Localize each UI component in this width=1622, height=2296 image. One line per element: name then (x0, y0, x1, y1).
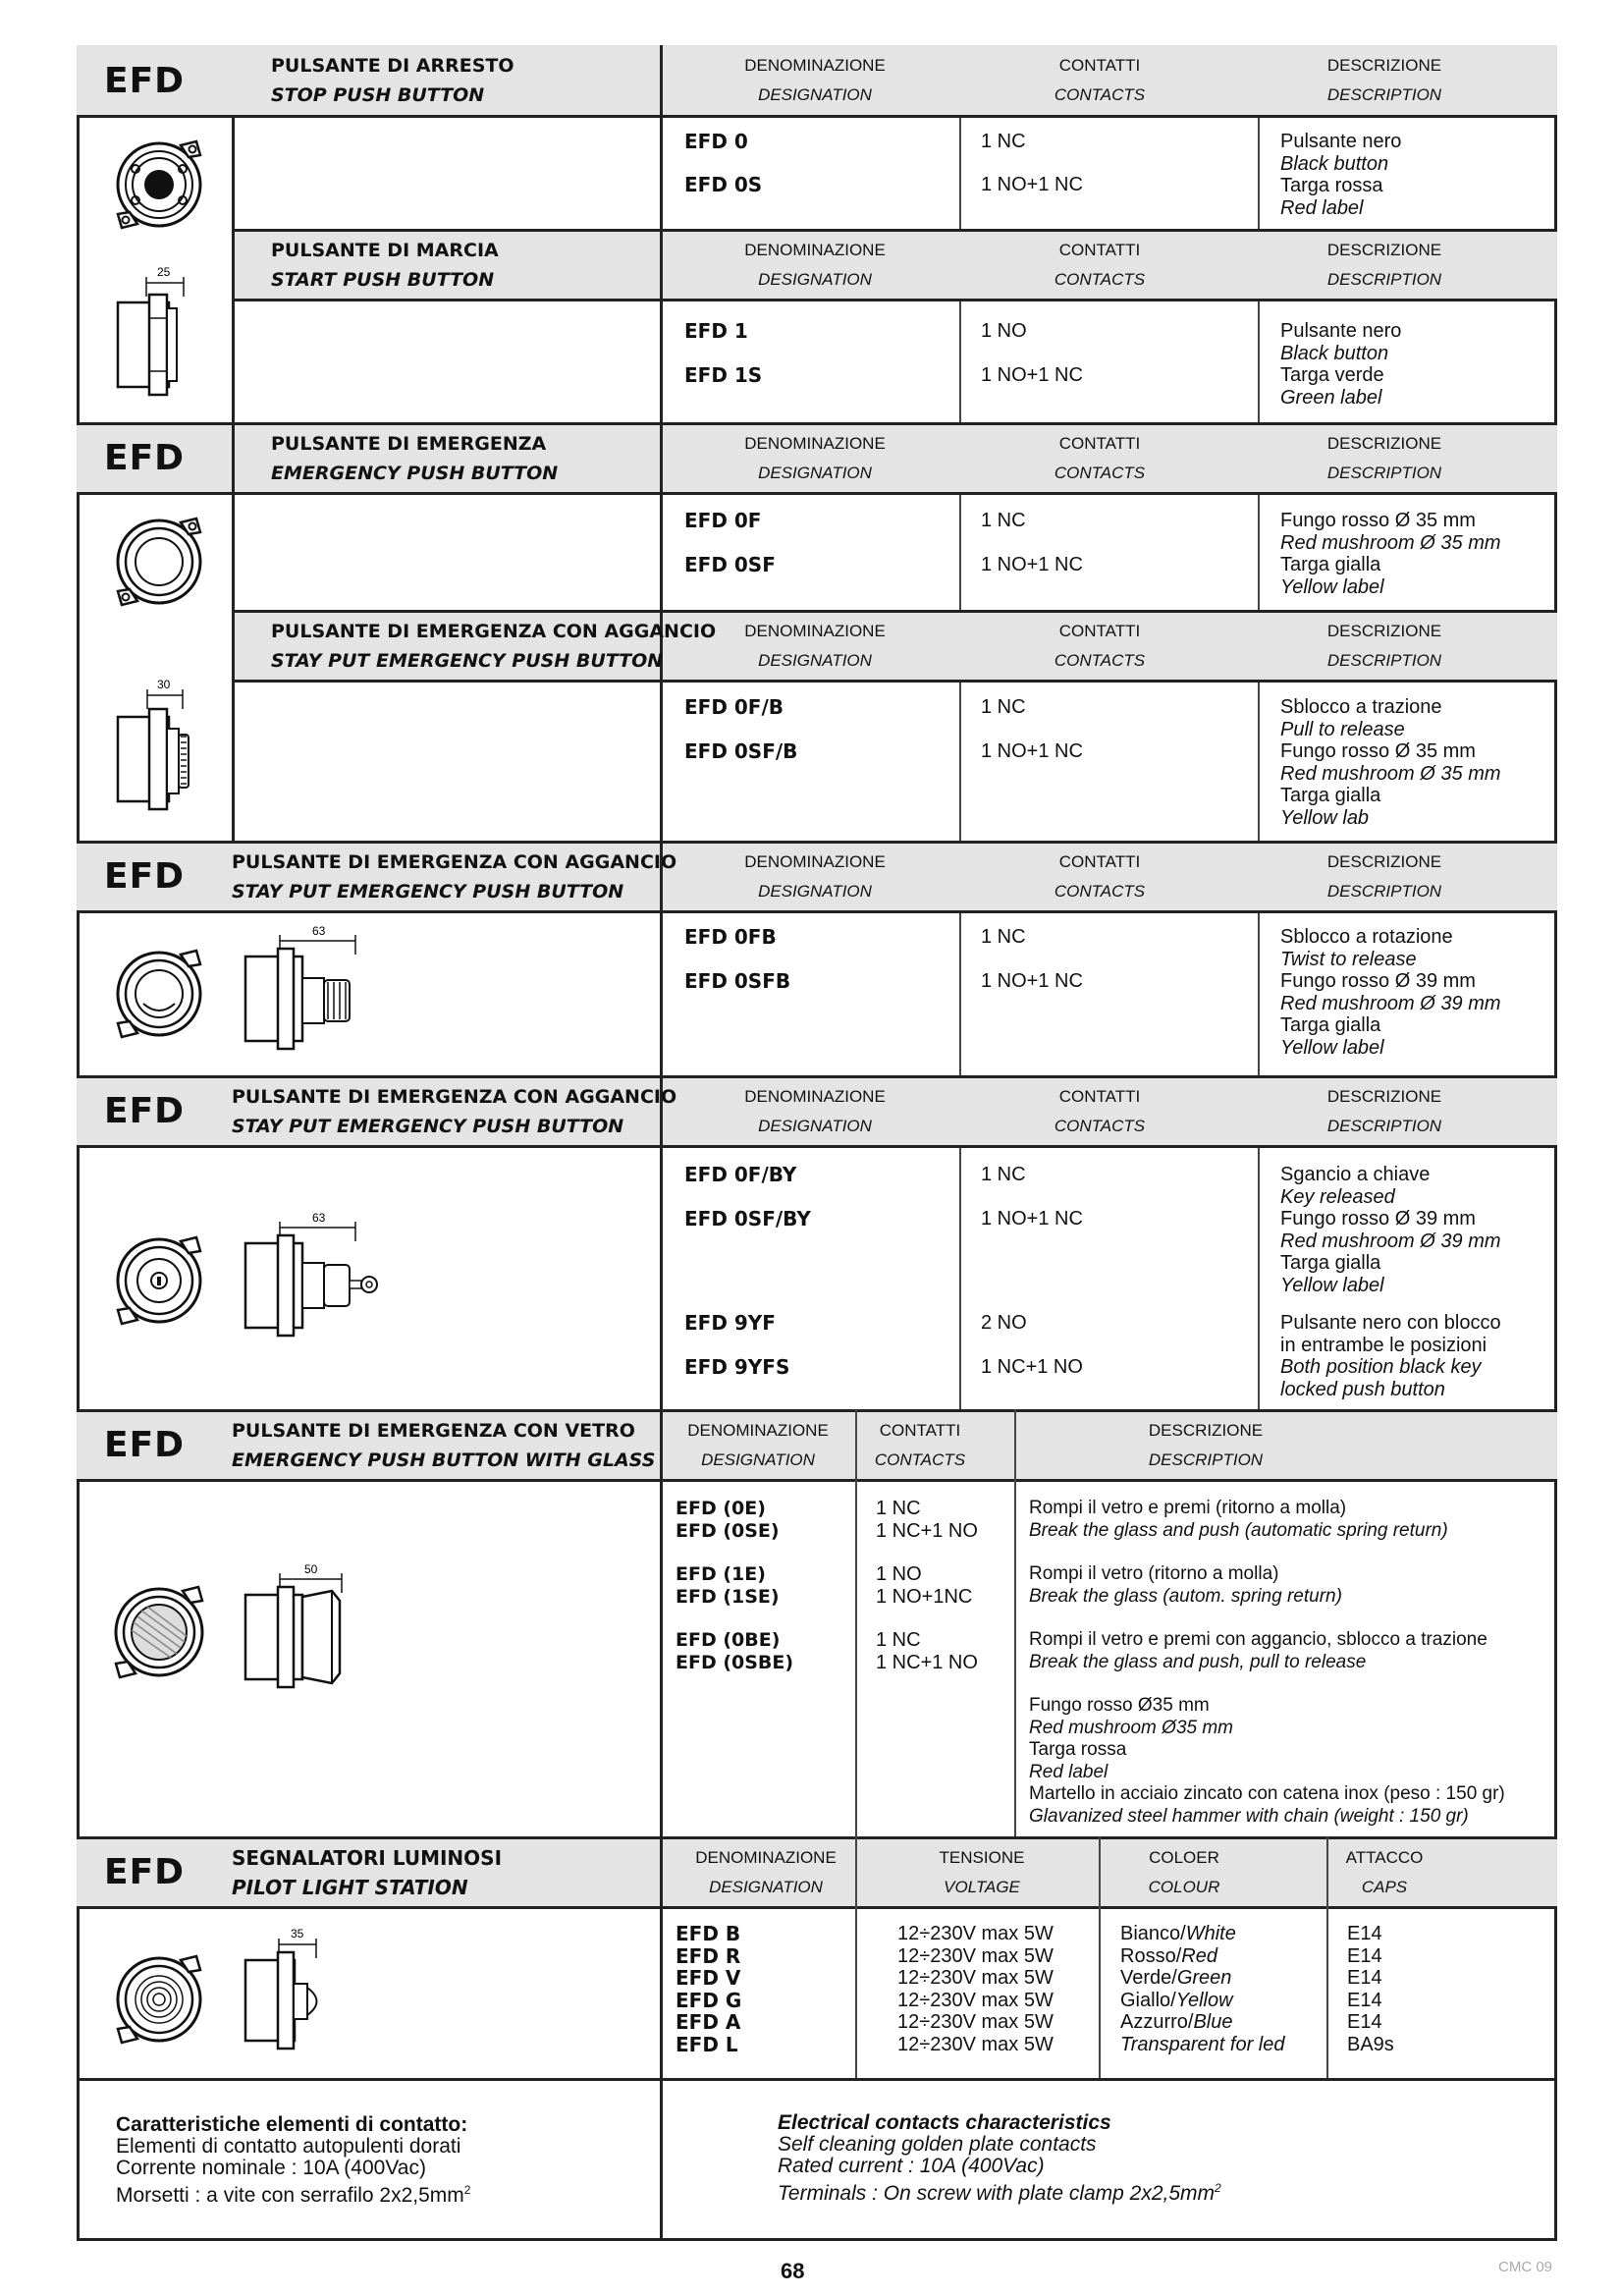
description (1280, 696, 1501, 829)
col-header-colour (1115, 1843, 1253, 1902)
colour-en: White (1185, 1923, 1236, 1944)
desc-line: Red mushroom Ø 39 mm (1280, 992, 1501, 1014)
col-header-contacts (1001, 51, 1198, 110)
col-header-designation (717, 617, 913, 676)
col-label-it: DESCRIZIONE (1326, 852, 1442, 871)
footer-line-text: Terminals : On screw with plate clamp 2x2,5mm (778, 2182, 1216, 2205)
stay-put-side-view-drawing (110, 676, 208, 823)
product-code: EFD 9YF (684, 1311, 776, 1335)
desc-line: Black button (1280, 152, 1389, 175)
col-label-en: DESIGNATION (709, 1878, 823, 1896)
contacts-value: 2 NO (981, 1312, 1027, 1334)
document-code: CMC 09 (1498, 2259, 1553, 2275)
col-label-it: CONTATTI (1058, 622, 1141, 640)
col-header-contacts (1001, 617, 1198, 676)
contacts-value: 1 NC (981, 131, 1026, 152)
section-title (232, 1082, 676, 1141)
col-label-en: DESCRIPTION (1326, 651, 1442, 670)
col-label-it: ATTACCO (1345, 1848, 1424, 1867)
desc-line: Red label (1029, 1761, 1108, 1782)
col-header-designation (717, 847, 913, 906)
divider (1258, 913, 1260, 1075)
col-label-en: DESIGNATION (758, 85, 872, 104)
divider (1014, 1409, 1016, 1836)
col-label-en: CONTACTS (1054, 882, 1146, 901)
dimension-label: 25 (157, 265, 171, 279)
footer-line: Rated current : 10A (400Vac) (778, 2155, 1045, 2177)
dimension-label: 50 (304, 1562, 318, 1576)
desc-line: Targa verde (1280, 364, 1384, 386)
divider (77, 2078, 1557, 2081)
col-label-en: CONTACTS (874, 1450, 966, 1469)
col-label-it: DENOMINAZIONE (744, 56, 886, 75)
divider (232, 118, 235, 422)
divider (1099, 1836, 1101, 2078)
code-line: EFD (0SE) (676, 1519, 780, 1542)
divider (232, 422, 235, 495)
desc-line: Red mushroom Ø 35 mm (1280, 531, 1501, 554)
product-code: EFD 0 (684, 130, 748, 153)
col-header-designation (717, 236, 913, 295)
glass-button-drawing (98, 1552, 373, 1699)
voltage-line: 12÷230V max 5W (897, 1944, 1054, 1967)
title-it: SEGNALATORI LUMINOSI (232, 1846, 503, 1870)
desc-line: Martello in acciaio zincato con catena inox (peso : 150 gr) (1029, 1783, 1505, 1804)
footer-line: Elementi di contatto autopulenti dorati (116, 2135, 461, 2158)
title-en: STOP PUSH BUTTON (271, 84, 485, 106)
contacts-value: 1 NO+1 NC (981, 740, 1083, 762)
code-line: EFD A (676, 2010, 741, 2034)
brand-label: EFD (104, 1091, 186, 1131)
caps-line: BA9s (1347, 2033, 1394, 2055)
desc-line: Red mushroom Ø 35 mm (1280, 762, 1501, 785)
code-line: EFD V (676, 1966, 741, 1990)
footer-en (778, 2112, 1221, 2205)
product-code: EFD 0F (684, 509, 762, 532)
col-label-en: DESCRIPTION (1326, 85, 1442, 104)
col-label-it: COLOER (1149, 1848, 1219, 1867)
col-header-description (1286, 51, 1483, 110)
col-header-description (1286, 429, 1483, 488)
desc-line: Pulsante nero (1280, 320, 1402, 342)
col-label-en: DESCRIPTION (1326, 1117, 1442, 1135)
desc-line: Pull to release (1280, 718, 1405, 740)
desc-line: Rompi il vetro e premi (ritorno a molla) (1029, 1498, 1347, 1518)
col-label-en: DESCRIPTION (1326, 270, 1442, 289)
col-label-en: CONTACTS (1054, 270, 1146, 289)
title-en: START PUSH BUTTON (271, 269, 495, 291)
desc-line: Targa gialla (1280, 554, 1381, 575)
colour-value (1120, 1923, 1285, 2055)
desc-line: Yellow label (1280, 1274, 1384, 1296)
description (1280, 926, 1501, 1059)
footer-line: Self cleaning golden plate contacts (778, 2133, 1097, 2156)
footer-line-text: Morsetti : a vite con serrafilo 2x2,5mm (116, 2184, 464, 2207)
colour-line (1120, 2011, 1285, 2034)
col-label-it: DENOMINAZIONE (744, 434, 886, 453)
divider (1258, 495, 1260, 610)
section-title (232, 1843, 502, 1902)
voltage-line: 12÷230V max 5W (897, 1989, 1054, 2011)
desc-line: Fungo rosso Ø35 mm (1029, 1695, 1210, 1716)
superscript: 2 (463, 2183, 471, 2197)
product-code: EFD 0S (684, 173, 763, 196)
desc-line: Pulsante nero (1280, 131, 1402, 152)
col-label-it: CONTATTI (1058, 56, 1141, 75)
desc-line: Fungo rosso Ø 39 mm (1280, 970, 1476, 992)
desc-line: Fungo rosso Ø 39 mm (1280, 1208, 1476, 1230)
section-title (271, 236, 499, 295)
code-line: EFD (0SBE) (676, 1651, 794, 1673)
colour-en: Transparent for led (1120, 2033, 1285, 2055)
footer-title: Caratteristiche elementi di contatto: (116, 2113, 468, 2136)
title-it: PULSANTE DI EMERGENZA CON AGGANCIO (232, 851, 677, 873)
contacts-line: 1 NC+1 NO (876, 1651, 978, 1673)
dimension-label: 35 (291, 1927, 304, 1941)
colour-it: Verde/ (1120, 1967, 1177, 1989)
desc-line: Glavanized steel hammer with chain (weight : 150 gr) (1029, 1805, 1469, 1827)
col-header-contacts (1001, 236, 1198, 295)
col-label-en: DESCRIPTION (1148, 1450, 1264, 1469)
description (1280, 1164, 1501, 1296)
title-it: PULSANTE DI EMERGENZA CON AGGANCIO (232, 1086, 677, 1108)
contacts-value (876, 1498, 978, 1673)
desc-line: Targa gialla (1280, 1252, 1381, 1274)
desc-line: Rompi il vetro e premi con aggancio, sblocco a trazione (1029, 1629, 1487, 1650)
col-label-it: CONTATTI (1058, 1087, 1141, 1106)
product-code (676, 1923, 741, 2055)
colour-en: Blue (1193, 2011, 1233, 2033)
contacts-value: 1 NO+1 NC (981, 174, 1083, 195)
divider (660, 45, 663, 2241)
desc-line: Yellow label (1280, 575, 1384, 598)
desc-line: Targa gialla (1280, 1014, 1381, 1036)
colour-it: Rosso/ (1120, 1944, 1182, 1967)
code-line: EFD (1E) (676, 1563, 766, 1585)
footer-line: Corrente nominale : 10A (400Vac) (116, 2157, 426, 2179)
caps-line: E14 (1347, 1989, 1382, 2011)
title-it: PULSANTE DI ARRESTO (271, 55, 514, 77)
col-header-designation (660, 1416, 856, 1475)
desc-line: Fungo rosso Ø 35 mm (1280, 510, 1476, 531)
desc-line: Twist to release (1280, 948, 1417, 970)
colour-it: Azzurro/ (1120, 2011, 1194, 2033)
col-label-it: DENOMINAZIONE (744, 852, 886, 871)
desc-line: Green label (1280, 386, 1382, 409)
colour-en: Yellow (1175, 1989, 1233, 2011)
divider (959, 683, 961, 841)
col-label-en: DESIGNATION (758, 270, 872, 289)
voltage-value (897, 1923, 1054, 2055)
desc-line: in entrambe le posizioni (1280, 1334, 1487, 1356)
contacts-value: 1 NO+1 NC (981, 554, 1083, 575)
product-code (676, 1498, 793, 1673)
col-label-en: VOLTAGE (944, 1878, 1020, 1896)
product-code: EFD 1S (684, 363, 763, 387)
desc-line: Yellow lab (1280, 806, 1370, 829)
page-number: 68 (781, 2259, 805, 2283)
code-line: EFD L (676, 2032, 738, 2056)
product-code: EFD 9YFS (684, 1355, 790, 1379)
desc-line: Break the glass and push, pull to release (1029, 1651, 1367, 1672)
contacts-line: 1 NO+1NC (876, 1585, 973, 1608)
col-label-en: COLOUR (1148, 1878, 1220, 1896)
col-label-it: DENOMINAZIONE (744, 241, 886, 259)
description (1280, 320, 1401, 409)
twist-release-drawing (98, 923, 393, 1061)
product-code: EFD 0F/B (684, 695, 784, 719)
footer-title: Electrical contacts characteristics (778, 2111, 1111, 2134)
divider (959, 913, 961, 1075)
col-header-contacts (856, 1416, 984, 1475)
col-header-description (1108, 1416, 1304, 1475)
code-line: EFD (1SE) (676, 1585, 780, 1608)
brand-label: EFD (104, 856, 186, 897)
footer-line (116, 2179, 470, 2207)
col-label-en: CAPS (1361, 1878, 1408, 1896)
contacts-value: 1 NC (981, 1164, 1026, 1185)
contacts-value: 1 NO+1 NC (981, 1208, 1083, 1230)
product-code: EFD 0SF (684, 553, 776, 576)
divider (959, 495, 961, 610)
voltage-line: 12÷230V max 5W (897, 2011, 1054, 2033)
brand-label: EFD (104, 438, 186, 478)
desc-line: Fungo rosso Ø 35 mm (1280, 740, 1476, 762)
contacts-value: 1 NC (981, 696, 1026, 718)
contacts-value: 1 NC (981, 926, 1026, 948)
col-label-it: CONTATTI (1058, 852, 1141, 871)
colour-it: Giallo/ (1120, 1989, 1176, 2011)
col-label-en: DESIGNATION (758, 464, 872, 482)
contacts-value: 1 NO (981, 320, 1027, 342)
brand-label: EFD (104, 61, 186, 101)
col-label-it: DESCRIZIONE (1326, 241, 1442, 259)
title-en: EMERGENCY PUSH BUTTON WITH GLASS (232, 1449, 656, 1471)
code-line: EFD G (676, 1988, 742, 2012)
description (1029, 1498, 1505, 1828)
title-it: PULSANTE DI MARCIA (271, 240, 499, 261)
desc-line: Sblocco a rotazione (1280, 926, 1453, 948)
col-header-description (1286, 847, 1483, 906)
caps-value (1347, 1923, 1394, 2055)
desc-line: Targa rossa (1280, 175, 1383, 196)
desc-line: Both position black key (1280, 1356, 1482, 1378)
colour-line (1120, 1967, 1285, 1990)
title-en: STAY PUT EMERGENCY PUSH BUTTON (271, 650, 664, 672)
desc-line: locked push button (1280, 1378, 1445, 1400)
desc-line: Red mushroom Ø35 mm (1029, 1717, 1234, 1738)
col-label-it: DESCRIZIONE (1326, 434, 1442, 453)
product-code: EFD 0SFB (684, 969, 791, 993)
caps-line: E14 (1347, 1923, 1382, 1944)
col-label-en: DESIGNATION (758, 1117, 872, 1135)
desc-line: Red mushroom Ø 39 mm (1280, 1230, 1501, 1252)
section-title (271, 429, 558, 488)
divider (1258, 683, 1260, 841)
col-header-designation (668, 1843, 864, 1902)
title-it: PULSANTE DI EMERGENZA CON VETRO (232, 1420, 635, 1442)
caps-line: E14 (1347, 2011, 1382, 2033)
col-label-it: CONTATTI (879, 1421, 961, 1440)
col-header-caps (1316, 1843, 1453, 1902)
divider (959, 1148, 961, 1409)
desc-line: Rompi il vetro (ritorno a molla) (1029, 1563, 1279, 1584)
desc-line: Pulsante nero con blocco (1280, 1312, 1501, 1334)
colour-en: Red (1181, 1944, 1217, 1967)
section-title (232, 847, 676, 906)
contacts-line: 1 NO (876, 1563, 922, 1585)
product-code: EFD 0SF/B (684, 739, 798, 763)
product-code: EFD 0FB (684, 925, 777, 949)
title-it: PULSANTE DI EMERGENZA CON AGGANCIO (271, 621, 717, 642)
col-header-designation (717, 429, 913, 488)
col-header-contacts (1001, 1082, 1198, 1141)
divider (1258, 301, 1260, 422)
footer-it (116, 2114, 470, 2207)
footer-line (778, 2177, 1221, 2205)
col-header-designation (717, 51, 913, 110)
contacts-value: 1 NO+1 NC (981, 364, 1083, 386)
voltage-line: 12÷230V max 5W (897, 1923, 1054, 1944)
contacts-value: 1 NO+1 NC (981, 970, 1083, 992)
title-it: PULSANTE DI EMERGENZA (271, 433, 547, 455)
col-label-it: DESCRIZIONE (1326, 622, 1442, 640)
stop-button-front-drawing (98, 128, 226, 236)
section-title (271, 617, 716, 676)
voltage-line: 12÷230V max 5W (897, 1967, 1054, 1989)
code-line: EFD B (676, 1922, 741, 1945)
contacts-value: 1 NC (981, 510, 1026, 531)
col-label-it: DESCRIZIONE (1326, 56, 1442, 75)
col-label-en: DESCRIPTION (1326, 464, 1442, 482)
col-label-en: DESIGNATION (758, 651, 872, 670)
col-label-en: CONTACTS (1054, 464, 1146, 482)
dimension-label: 63 (312, 1211, 326, 1225)
title-en: EMERGENCY PUSH BUTTON (271, 463, 559, 484)
col-label-it: DESCRIZIONE (1326, 1087, 1442, 1106)
description (1280, 131, 1401, 219)
product-code: EFD 0SF/BY (684, 1207, 811, 1230)
brand-label: EFD (104, 1852, 186, 1892)
col-header-contacts (1001, 429, 1198, 488)
divider (1258, 1148, 1260, 1409)
col-label-it: TENSIONE (939, 1848, 1025, 1867)
colour-line (1120, 2034, 1285, 2056)
desc-line: Sblocco a trazione (1280, 696, 1442, 718)
description (1280, 1312, 1501, 1400)
col-header-voltage (884, 1843, 1080, 1902)
colour-it: Bianco/ (1120, 1923, 1186, 1944)
title-en: STAY PUT EMERGENCY PUSH BUTTON (232, 881, 624, 902)
colour-line (1120, 1990, 1285, 2012)
divider (959, 118, 961, 229)
code-line: EFD (0E) (676, 1498, 766, 1519)
desc-line: Break the glass and push (automatic spring return) (1029, 1519, 1448, 1541)
code-line: EFD R (676, 1943, 741, 1968)
col-label-it: DENOMINAZIONE (695, 1848, 837, 1867)
contacts-value: 1 NC+1 NO (981, 1356, 1083, 1378)
col-label-en: DESCRIPTION (1326, 882, 1442, 901)
contacts-line: 1 NC (876, 1629, 921, 1651)
contacts-line: 1 NC (876, 1498, 921, 1519)
desc-line: Targa rossa (1029, 1739, 1127, 1760)
pilot-light-drawing (98, 1925, 353, 2062)
dimension-label: 63 (312, 924, 326, 938)
desc-line: Targa gialla (1280, 785, 1381, 806)
col-label-it: DENOMINAZIONE (744, 1087, 886, 1106)
section-title (271, 51, 514, 110)
caps-line: E14 (1347, 1967, 1382, 1989)
title-en: STAY PUT EMERGENCY PUSH BUTTON (232, 1116, 624, 1137)
col-label-it: DESCRIZIONE (1148, 1421, 1264, 1440)
desc-line: Sgancio a chiave (1280, 1164, 1431, 1185)
col-header-designation (717, 1082, 913, 1141)
col-header-description (1286, 617, 1483, 676)
desc-line: Key released (1280, 1185, 1395, 1208)
desc-line: Yellow label (1280, 1036, 1384, 1059)
col-label-it: DENOMINAZIONE (744, 622, 886, 640)
superscript: 2 (1215, 2181, 1221, 2195)
colour-line (1120, 1945, 1285, 1968)
col-header-contacts (1001, 847, 1198, 906)
col-header-description (1286, 236, 1483, 295)
voltage-line: 12÷230V max 5W (897, 2033, 1054, 2055)
divider (959, 301, 961, 422)
brand-label: EFD (104, 1425, 186, 1465)
col-label-it: CONTATTI (1058, 241, 1141, 259)
key-release-drawing (98, 1198, 412, 1345)
caps-line: E14 (1347, 1944, 1382, 1967)
col-label-en: DESIGNATION (758, 882, 872, 901)
colour-line (1120, 1923, 1285, 1945)
section-title (232, 1416, 655, 1475)
col-label-en: CONTACTS (1054, 651, 1146, 670)
col-label-it: DENOMINAZIONE (687, 1421, 829, 1440)
description (1280, 510, 1501, 598)
title-en: PILOT LIGHT STATION (232, 1876, 468, 1899)
col-label-en: CONTACTS (1054, 1117, 1146, 1135)
product-code: EFD 0F/BY (684, 1163, 797, 1186)
col-header-description (1286, 1082, 1483, 1141)
desc-line: Break the glass (autom. spring return) (1029, 1585, 1342, 1607)
dimension-label: 30 (157, 678, 171, 691)
colour-en: Green (1176, 1967, 1232, 1989)
contacts-line: 1 NC+1 NO (876, 1519, 978, 1542)
code-line: EFD (0BE) (676, 1629, 781, 1651)
col-label-en: CONTACTS (1054, 85, 1146, 104)
desc-line: Red label (1280, 196, 1364, 219)
product-code: EFD 1 (684, 319, 748, 343)
desc-line: Black button (1280, 342, 1389, 364)
divider (1258, 118, 1260, 229)
emergency-button-front-drawing (98, 507, 226, 615)
col-label-it: CONTATTI (1058, 434, 1141, 453)
button-side-view-drawing (110, 263, 198, 407)
col-label-en: DESIGNATION (701, 1450, 815, 1469)
